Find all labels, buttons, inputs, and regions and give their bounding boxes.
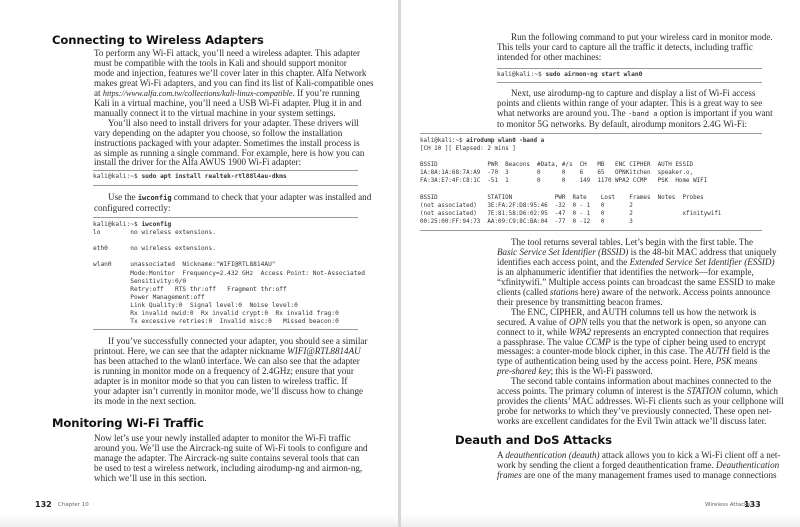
emphasis: deauthentication (deauth) xyxy=(505,450,600,460)
text-fragment: Use the xyxy=(108,192,138,202)
text-fragment: A xyxy=(497,450,506,460)
paragraph-airodump xyxy=(497,89,773,130)
code-line: (not associated) 3E:FA:2F:D8:95:46 -32 0 - 1 0 2 xyxy=(420,202,633,209)
text-line: The tool returns several tables. Let’s begin with the first table. The xyxy=(511,237,754,247)
text-fragment: means xyxy=(731,356,758,367)
emphasis: frames xyxy=(497,469,522,480)
emphasis: Deauthentication xyxy=(716,459,780,470)
text-line: To perform any Wi-Fi attack, you’ll need a wireless adapter. This adapter xyxy=(94,48,361,58)
text-fragment: work by sending the client a forged deauthentication frame. xyxy=(497,459,717,470)
shell-prompt: kali@kali:~$ xyxy=(93,173,142,180)
paragraph-monitor-mode xyxy=(497,33,773,63)
shell-prompt: kali@kali:~$ xyxy=(93,221,142,228)
code-line: Retry:off RTS thr:off Fragment thr:off xyxy=(93,285,287,293)
inline-code: -band a xyxy=(627,109,658,118)
text-line: You’ll also need to install drivers for your adapter. These drivers will xyxy=(108,117,359,128)
text-line: instructions packaged with your adapter. Sometimes the install process is xyxy=(94,137,360,148)
emphasis: Extended Service Set Identifier (ESSID) xyxy=(629,256,775,267)
text-fragment: connect to it, while xyxy=(497,326,569,337)
text-line: This tells your card to capture all the traffic it detects, including traffic xyxy=(497,41,753,52)
code-line xyxy=(93,173,358,181)
right-page xyxy=(401,0,800,527)
text-fragment: column, which xyxy=(721,386,778,397)
paragraph-tables xyxy=(497,238,784,427)
shell-command: sudo apt install realtek-rtl88l4au-dkms xyxy=(141,173,287,180)
emphasis: PSK xyxy=(715,356,732,367)
text-line: works are excellent candidates for the Evil Twin attack we’ll discuss later. xyxy=(497,416,767,427)
page-number: 132 xyxy=(35,500,52,509)
text-fragment: access points. The primary column of interest is the xyxy=(497,386,687,397)
shell-command: sudo airmon-ng start wlan0 xyxy=(545,71,643,78)
code-block-install-driver xyxy=(93,170,358,186)
text-line: probe for networks to which they’ve previously connected. These open net- xyxy=(497,406,772,417)
text-fragment: ; this is the Wi-Fi password. xyxy=(550,366,653,377)
code-line: Rx invalid nwid:0 Rx invalid crypt:0 Rx invalid frag:0 xyxy=(93,310,339,318)
code-line: Link Quality:0 Signal level:0 Noise level:0 xyxy=(93,301,298,309)
text-fragment: represents an encrypted connection that requires xyxy=(591,326,769,337)
code-line xyxy=(93,253,358,261)
code-line xyxy=(93,221,358,229)
text-line: install the driver for the Alfa AWUS 1900 Wi-Fi adapter: xyxy=(94,157,302,168)
shell-prompt: kali@kali:~$ xyxy=(497,71,546,78)
emphasis: CCMP xyxy=(585,336,611,347)
text-line: be used to test a wireless network, including airodump-ng and airmon-ng, xyxy=(94,462,363,473)
code-line: wlan0 unassociated Nickname:"WIFI@RTL8814AU" xyxy=(93,261,276,269)
code-line: [CH 10 ][ Elapsed: 2 mins ] xyxy=(420,146,516,153)
text-fragment: attack allows you to kick a Wi-Fi client off a net- xyxy=(599,450,781,460)
text-fragment: secured. A value of xyxy=(497,316,569,327)
emphasis: AUTH xyxy=(705,346,730,357)
text-fragment: printout. Here, we can see that the adapter nickname xyxy=(94,345,288,356)
text-line: must be compatible with the tools in Kali and should support monitor xyxy=(94,57,347,68)
text-line: intended for other machines: xyxy=(497,51,602,62)
text-line xyxy=(497,471,780,481)
emphasis: WIFI@RTL8814AU xyxy=(287,345,361,356)
paragraph-iwconfig xyxy=(94,193,371,214)
code-line: eth0 no wireless extensions. xyxy=(93,245,216,253)
running-head: Chapter 10 xyxy=(58,502,89,508)
emphasis: pre-shared key xyxy=(497,366,551,377)
text-line: has been attached to the wlan0 interface. We can also see that the adapter xyxy=(94,355,360,366)
code-line xyxy=(420,137,762,145)
text-line: manually connect it to the virtual machine in your system settings. xyxy=(94,107,336,118)
text-fragment: command to check that your adapter was installed and xyxy=(171,192,372,202)
page-number: 133 xyxy=(744,500,761,509)
text-fragment: tells you that the network is open, so anyone can xyxy=(587,316,767,327)
page-bottom-shadow xyxy=(401,515,800,527)
text-line: provides the clients’ MAC addresses. Wi-Fi clients such as your cellphone will xyxy=(497,396,784,407)
code-line xyxy=(497,71,762,79)
text-line: around you. We’ll use the Aircrack-ng suite of Wi-Fi tools to configure and xyxy=(94,442,368,453)
section-heading-connecting: Connecting to Wireless Adapters xyxy=(52,33,264,47)
emphasis: STATION xyxy=(686,386,722,397)
text-line: Next, use airodump-ng to capture and display a list of Wi-Fi access xyxy=(511,88,756,98)
text-line: vary depending on the adapter you choose, so follow the installation xyxy=(94,127,343,138)
code-line: (not associated) 7E:81:58:D6:02:95 -47 0 - 1 0 2 xfinitywifi xyxy=(420,210,722,217)
text-line: adapter is in monitor mode so that you can listen to wireless traffic. If xyxy=(94,375,348,386)
code-line: 1A:8A:1A:68:7A:A9 -70 3 0 0 6 65 OPNKitchen speaker.o, xyxy=(420,170,694,177)
text-fragment: a passphrase. The value xyxy=(497,336,586,347)
text-line: Kali in a virtual machine, you’ll need a USB Wi-Fi adapter. Plug it in and xyxy=(94,97,362,108)
text-line: mode and injection, features we’ll cover later in this chapter. Alfa Network xyxy=(94,67,367,78)
text-line: which we’ll use in this section. xyxy=(94,472,207,483)
code-line: Mode:Monitor Frequency=2.432 GHz Access Point: Not-Associated xyxy=(93,269,365,277)
section-heading-deauth: Deauth and DoS Attacks xyxy=(455,433,612,447)
text-fragment: . If you’re running xyxy=(292,87,360,98)
text-line: is an alphanumeric identifier that identifies the network—for example, xyxy=(497,266,754,277)
shell-command: iwconfig xyxy=(141,221,172,228)
emphasis: WPA2 xyxy=(568,326,592,337)
code-line xyxy=(93,237,358,245)
text-line: its mode in the next section. xyxy=(94,395,197,406)
emphasis: Basic Service Set Identifier (BSSID) xyxy=(497,246,629,257)
code-block-airodump xyxy=(420,133,762,231)
text-fragment: field is the xyxy=(729,346,771,357)
text-line: makes great Wi-Fi adapters, and you can find its list of Kali-compatible ones xyxy=(94,77,374,88)
code-line: Power Management:off xyxy=(93,293,205,301)
inline-code: iwconfig xyxy=(137,194,172,202)
text-fragment: option is important if you want xyxy=(657,107,773,118)
text-fragment: clients (called xyxy=(497,286,551,297)
text-fragment: is the type of cipher being used to encrypt xyxy=(610,336,766,347)
code-block-iwconfig xyxy=(93,217,365,330)
text-line: to monitor 5G networks. By default, airodump monitors 2.4G Wi-Fi: xyxy=(497,118,748,129)
shell-command: airodump wlan0 -band a xyxy=(466,138,545,144)
code-line xyxy=(420,153,762,161)
alfa-url-link[interactable]: https://www.alfa.com.tw/collections/kali-linux-compatible xyxy=(102,88,293,98)
section-heading-monitoring: Monitoring Wi-Fi Traffic xyxy=(52,416,204,430)
text-line: Now let’s use your newly installed adapter to monitor the Wi-Fi traffic xyxy=(94,433,351,443)
page-bottom-shadow xyxy=(0,515,398,527)
emphasis: OPN xyxy=(568,316,588,327)
text-line: “xfinitywifi.” Multiple access points can broadcast the same ESSID to make xyxy=(497,276,776,287)
code-line: BSSID STATION PWR Rate Lost Frames Notes Probes xyxy=(420,194,704,201)
paragraph-intro xyxy=(94,49,374,168)
text-line: their presence by transmitting beacon frames. xyxy=(497,296,663,307)
code-line: 00:25:00:FF:94:73 AA:09:C9:8C:BA:04 -77 0 -12 0 3 xyxy=(420,218,633,225)
code-block-airmon xyxy=(497,68,762,83)
code-line: FA:3A:E7:4F:C8:1C -51 1 0 0 149 1170 WPA2 CCMP PSK Home WIFI xyxy=(420,178,708,185)
text-fragment: here) aware of the network. Access points announce xyxy=(578,286,770,297)
shell-prompt: kali@kali:~$ xyxy=(420,138,467,144)
text-line: as simple as running a single command. For example, here is how you can xyxy=(94,147,365,158)
code-line: Sensitivity:0/0 xyxy=(93,277,187,285)
text-fragment: are one of the many management frames used to manage connections xyxy=(521,469,777,480)
text-fragment: identifies each access point, and the xyxy=(497,256,630,267)
text-line: Run the following command to put your wireless card in monitor mode. xyxy=(511,32,773,42)
paragraph-deauth xyxy=(497,451,780,481)
text-fragment: type of authentication being used by the access point. Here, xyxy=(497,356,716,367)
text-fragment: is the 48-bit MAC address that uniquely xyxy=(628,246,777,257)
code-line: Tx excessive retries:0 Invalid misc:0 Missed beacon:0 xyxy=(93,318,339,326)
text-line: The second table contains information about machines connected to the xyxy=(511,376,772,387)
code-line: BSSID PWR Beacons #Data, #/s CH MB ENC CIPHER AUTH ESSID xyxy=(420,162,694,169)
left-page xyxy=(0,0,398,527)
text-line: your adapter isn’t currently in monitor mode, we’ll discuss how to change xyxy=(94,385,364,396)
text-line: points and clients within range of your adapter. This is a great way to see xyxy=(497,97,763,108)
text-fragment: messages: a counter-mode block cipher, in this case. The xyxy=(497,346,706,357)
code-line: lo no wireless extensions. xyxy=(93,229,216,237)
text-line: manage the adapter. The Aircrack-ng suite contains several tools that can xyxy=(94,452,360,463)
running-head: Wireless Attacks xyxy=(705,502,751,508)
paragraph-printout xyxy=(94,337,367,407)
code-line xyxy=(420,186,762,194)
paragraph-monitoring xyxy=(94,434,368,484)
text-line: is running in monitor mode on a frequency of 2.4GHz; ensure that your xyxy=(94,365,354,376)
text-line: configured correctly: xyxy=(94,202,171,213)
text-line: The ENC, CIPHER, and AUTH columns tell us how the network is xyxy=(511,306,757,317)
emphasis: stations xyxy=(550,286,579,297)
text-line: If you’ve successfully connected your adapter, you should see a similar xyxy=(108,336,368,346)
text-fragment: at xyxy=(94,87,103,98)
text-fragment: what networks are around you. The xyxy=(497,107,628,118)
